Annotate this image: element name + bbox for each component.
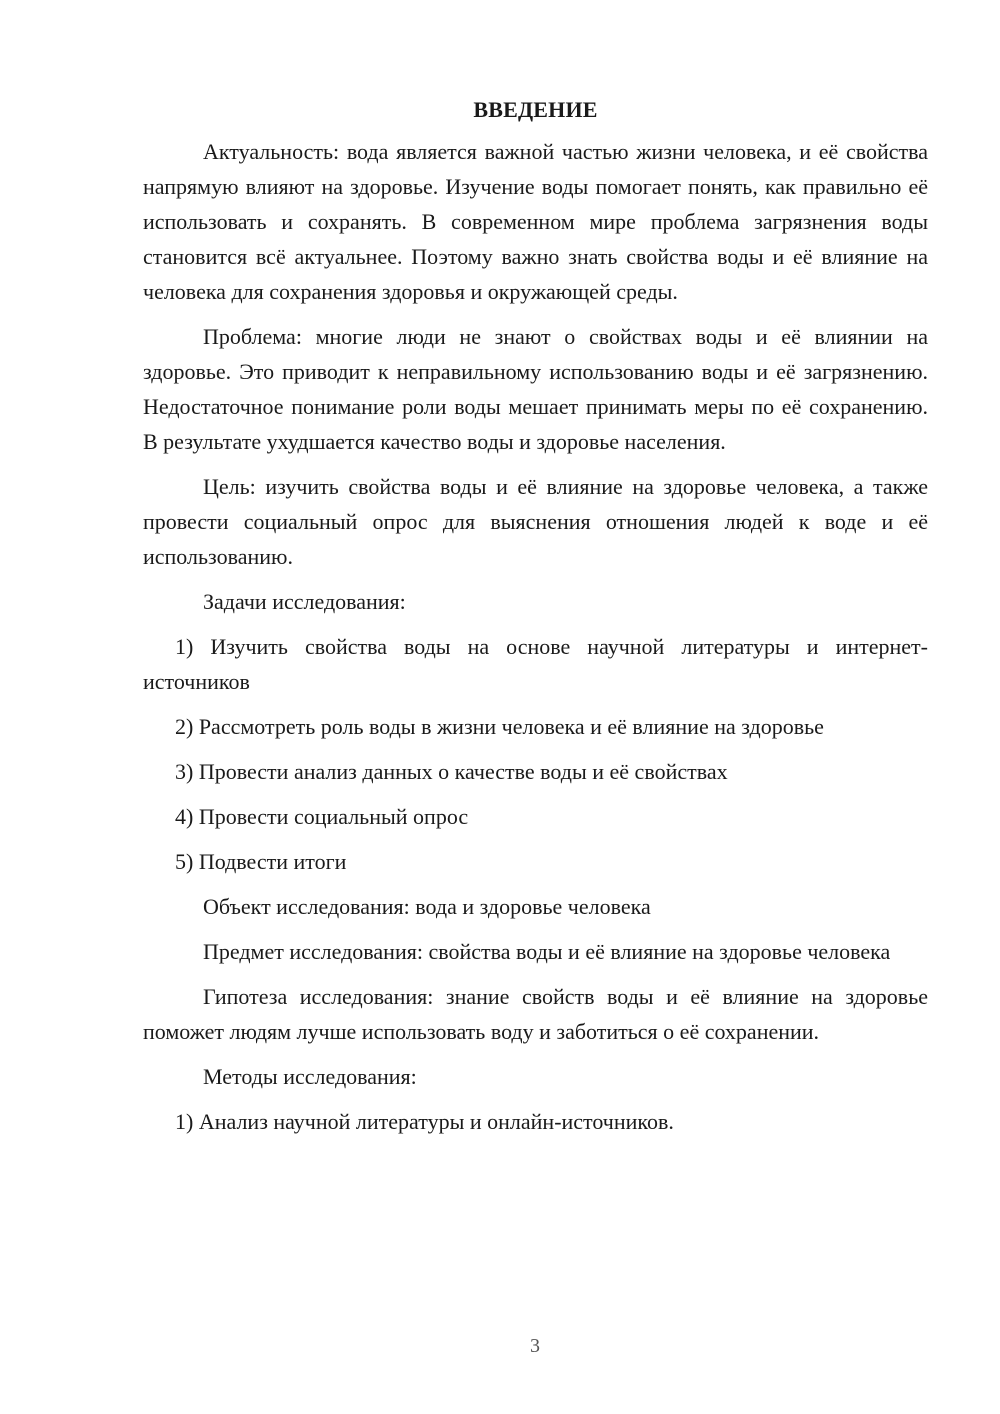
object-paragraph: Объект исследования: вода и здоровье человека xyxy=(203,894,651,919)
hypothesis-paragraph: Гипотеза исследования: знание свойств воды и её влияние на здоровье поможет людям лучше использовать воду и заботиться о её сохранении. xyxy=(143,984,928,1044)
goal-paragraph: Цель: изучить свойства воды и её влияние на здоровье человека, а также провести социальный опрос для выяснения отношения людей к воде и её использованию. xyxy=(143,474,928,569)
task-item-3: 3) Провести анализ данных о качестве воды и её свойствах xyxy=(175,759,728,784)
task-item-2: 2) Рассмотреть роль воды в жизни человека и её влияние на здоровье xyxy=(175,714,824,739)
methods-title: Методы исследования: xyxy=(203,1064,417,1089)
method-item-1: 1) Анализ научной литературы и онлайн-источников. xyxy=(175,1109,674,1134)
task-item-4: 4) Провести социальный опрос xyxy=(175,804,469,829)
relevance-paragraph: Актуальность: вода является важной частью жизни человека, и её свойства напрямую влияют на здоровье. Изучение воды помогает понять, как правильно её использовать и сохранять. В современном мире проблема загрязнения воды становится всё актуальнее. Поэтому важно знать свойства воды и её влияние на человека для сохранения здоровья и окружающей среды. xyxy=(143,139,928,304)
subject-paragraph: Предмет исследования: свойства воды и её влияние на здоровье человека xyxy=(203,939,891,964)
problem-paragraph: Проблема: многие люди не знают о свойствах воды и её влиянии на здоровье. Это приводит к неправильному использованию воды и её загрязнению. Недостаточное понимание роли воды мешает принимать меры по её сохранению. В результате ухудшается качество воды и здоровье населения. xyxy=(143,324,928,454)
task-item-1: 1) Изучить свойства воды на основе научной литературы и интернет-источников xyxy=(143,634,928,694)
task-item-5: 5) Подвести итоги xyxy=(175,849,347,874)
page-body xyxy=(143,92,928,1149)
tasks-title: Задачи исследования: xyxy=(203,589,406,614)
section-heading: ВВЕДЕНИЕ xyxy=(473,97,598,122)
page-number: 3 xyxy=(530,1335,540,1357)
